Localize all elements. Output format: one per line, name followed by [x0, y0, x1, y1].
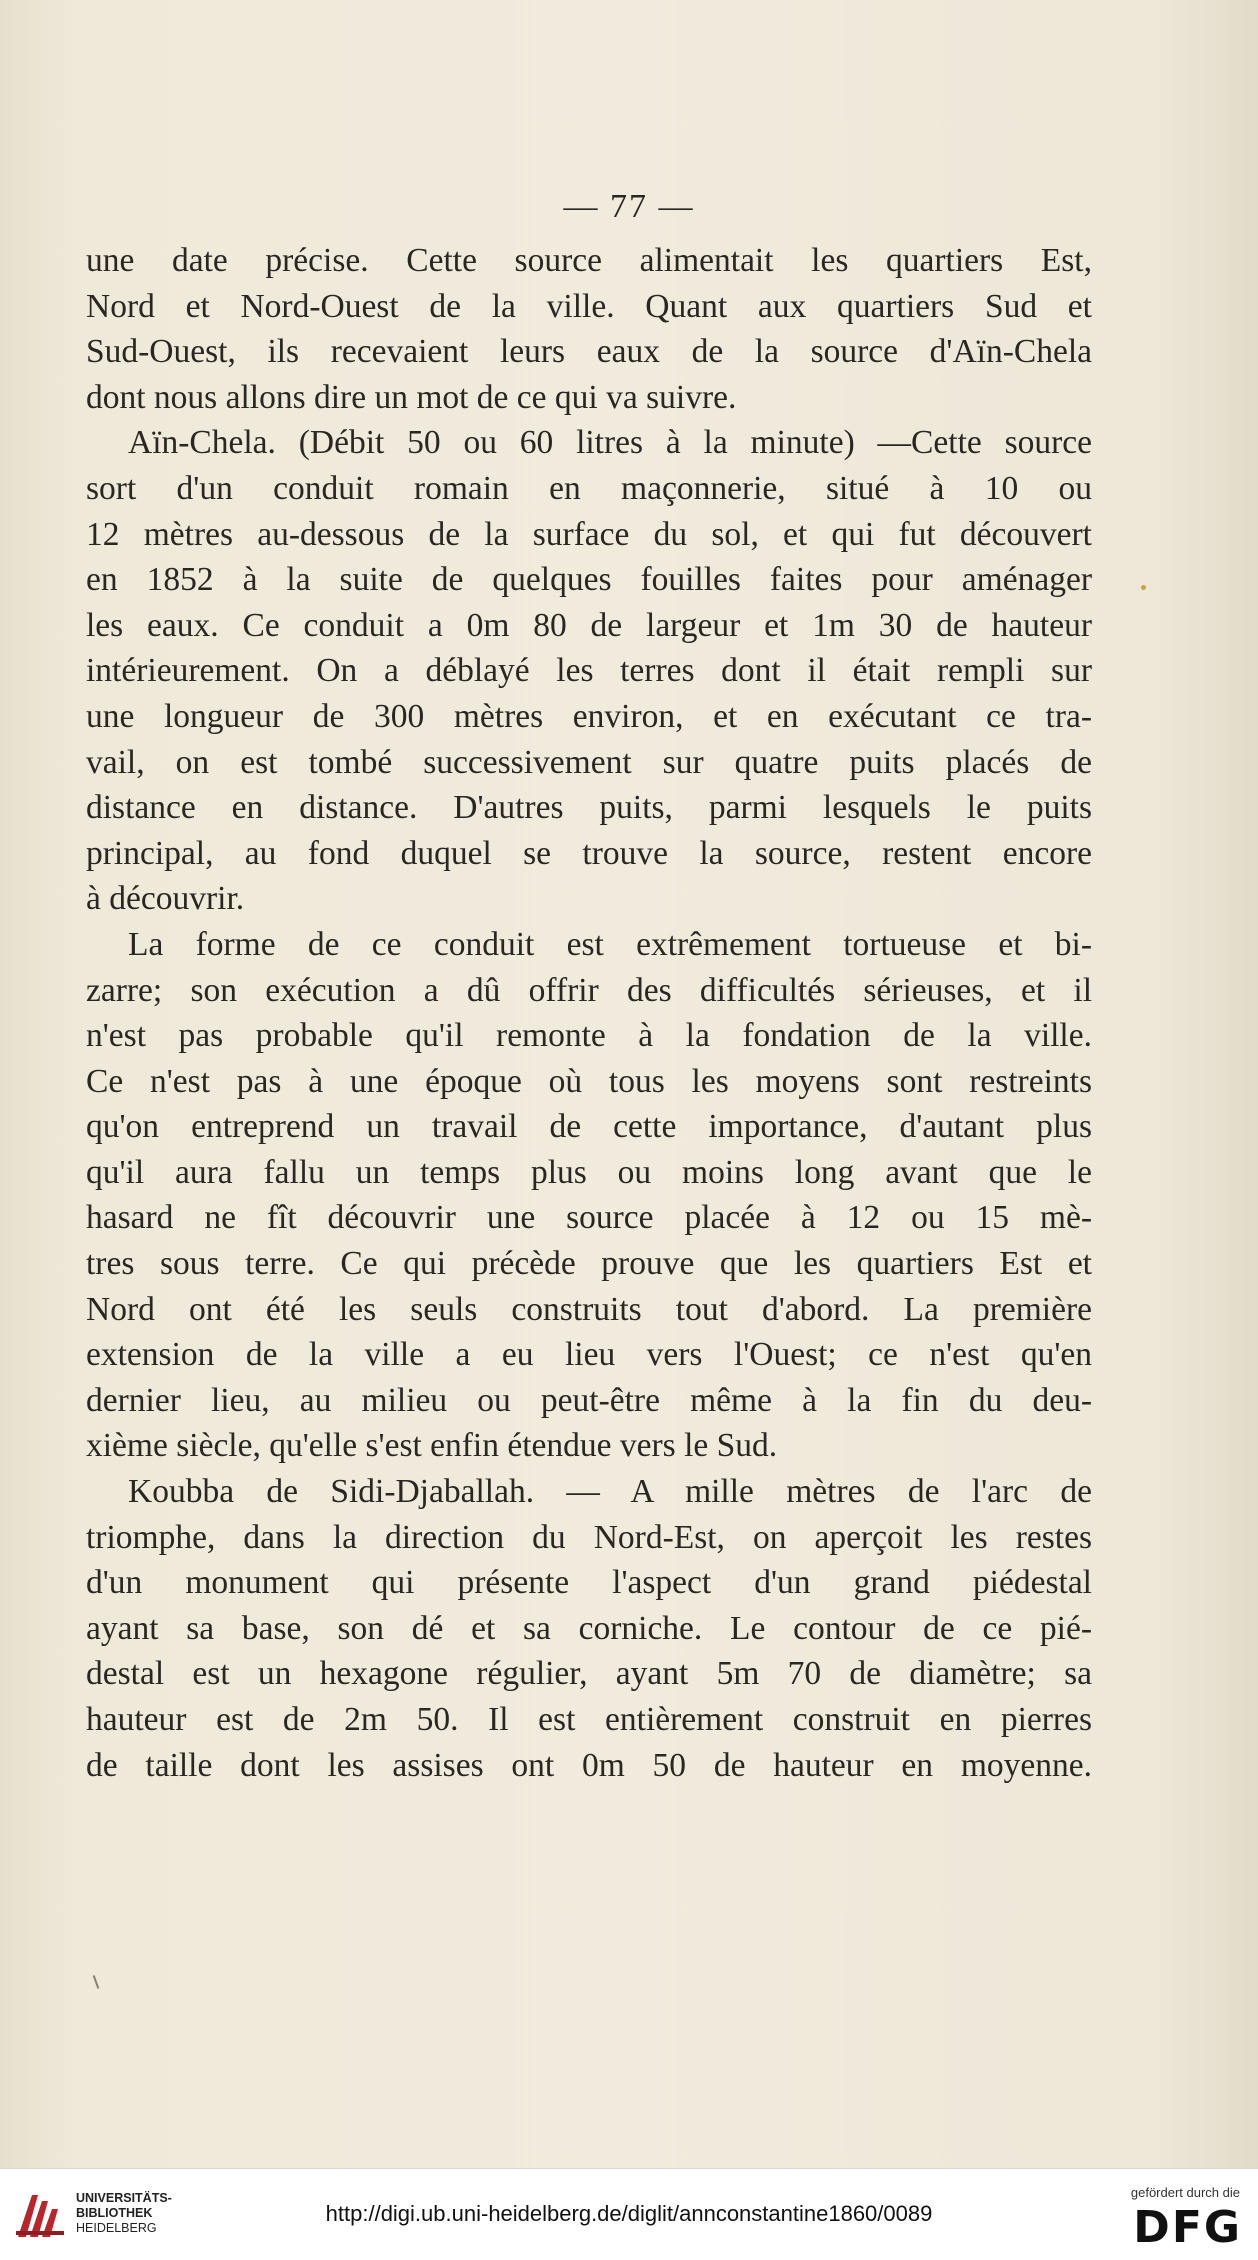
text-line: hauteur est de 2m 50. Il est entièrement construit en pierres: [86, 1701, 1092, 1738]
library-name-line1: UNIVERSITÄTS-: [76, 2191, 172, 2205]
text-line: destal est un hexagone régulier, ayant 5m 70 de diamètre; sa: [86, 1655, 1092, 1693]
permalink-url[interactable]: http://digi.ub.uni-heidelberg.de/diglit/annconstantine1860/0089: [325, 2201, 933, 2226]
text-line: tres sous terre. Ce qui précède prouve que les quartiers Est et: [86, 1245, 1092, 1283]
dfg-logo: DFG: [1133, 2202, 1242, 2253]
text-line: intérieurement. On a déblayé les terres dont il était rempli sur: [86, 652, 1092, 690]
text-line: xième siècle, qu'elle s'est enfin étendue vers le Sud.: [86, 1427, 778, 1465]
text-line: principal, au fond duquel se trouve la source, restent encore: [86, 834, 1092, 872]
text-line: hasard ne fît découvrir une source placée à 12 ou 15 mè-: [86, 1199, 1092, 1237]
text-line: triomphe, dans la direction du Nord-Est, on aperçoit les restes: [86, 1518, 1092, 1556]
text-line: qu'on entreprend un travail de cette importance, d'autant plus: [86, 1108, 1092, 1146]
text-line: qu'il aura fallu un temps plus ou moins long avant que le: [86, 1153, 1092, 1191]
text-line: Nord ont été les seuls construits tout d'abord. La première: [86, 1290, 1092, 1328]
library-name-line2: BIBLIOTHEK: [76, 2206, 153, 2220]
digitization-footer: [0, 2168, 1258, 2260]
text-line: vail, on est tombé successivement sur quatre puits placés de: [86, 743, 1092, 781]
text-line: Koubba de Sidi-Djaballah. — A mille mètres de l'arc de: [128, 1473, 1092, 1511]
text-line: dont nous allons dire un mot de ce qui va suivre.: [86, 378, 737, 416]
text-line: Ce n'est pas à une époque où tous les moyens sont restreints: [86, 1062, 1092, 1100]
page-number: — 77 —: [563, 188, 695, 225]
text-line: Sud-Ouest, ils recevaient leurs eaux de la source d'Aïn-Chela: [86, 333, 1092, 371]
text-line: n'est pas probable qu'il remonte à la fondation de la ville.: [86, 1017, 1092, 1055]
text-line: de taille dont les assises ont 0m 50 de hauteur en moyenne.: [86, 1746, 1092, 1784]
text-line: distance en distance. D'autres puits, parmi lesquels le puits: [86, 789, 1092, 827]
text-line: dernier lieu, au milieu ou peut-être même à la fin du deu-: [86, 1381, 1092, 1419]
body-text: [86, 238, 1092, 1788]
text-line: d'un monument qui présente l'aspect d'un grand piédestal: [86, 1564, 1092, 1602]
library-name-line3: HEIDELBERG: [76, 2221, 157, 2235]
text-line: extension de la ville a eu lieu vers l'Ouest; ce n'est qu'en: [86, 1336, 1092, 1374]
text-line: à découvrir.: [86, 880, 245, 918]
text-line: ayant sa base, son dé et sa corniche. Le contour de ce pié-: [86, 1609, 1092, 1647]
ink-spot: [1141, 585, 1146, 590]
text-line: zarre; son exécution a dû offrir des difficultés sérieuses, et il: [86, 971, 1092, 1009]
text-line: sort d'un conduit romain en maçonnerie, situé à 10 ou: [86, 469, 1092, 507]
funded-by-label: gefördert durch die: [1130, 2185, 1240, 2200]
text-line: une longueur de 300 mètres environ, et en exécutant ce tra-: [86, 697, 1092, 735]
text-line: 12 mètres au-dessous de la surface du sol, et qui fut découvert: [86, 515, 1092, 553]
text-line: une date précise. Cette source alimentait les quartiers Est,: [86, 242, 1092, 279]
text-line: en 1852 à la suite de quelques fouilles faites pour aménager: [86, 561, 1092, 599]
pencil-mark: [93, 1975, 100, 1989]
text-line: les eaux. Ce conduit a 0m 80 de largeur et 1m 30 de hauteur: [86, 606, 1092, 644]
text-line: Aïn-Chela. (Débit 50 ou 60 litres à la minute) —Cette source: [128, 424, 1092, 462]
text-line: La forme de ce conduit est extrêmement tortueuse et bi-: [128, 925, 1092, 963]
text-line: Nord et Nord-Ouest de la ville. Quant aux quartiers Sud et: [86, 287, 1092, 325]
